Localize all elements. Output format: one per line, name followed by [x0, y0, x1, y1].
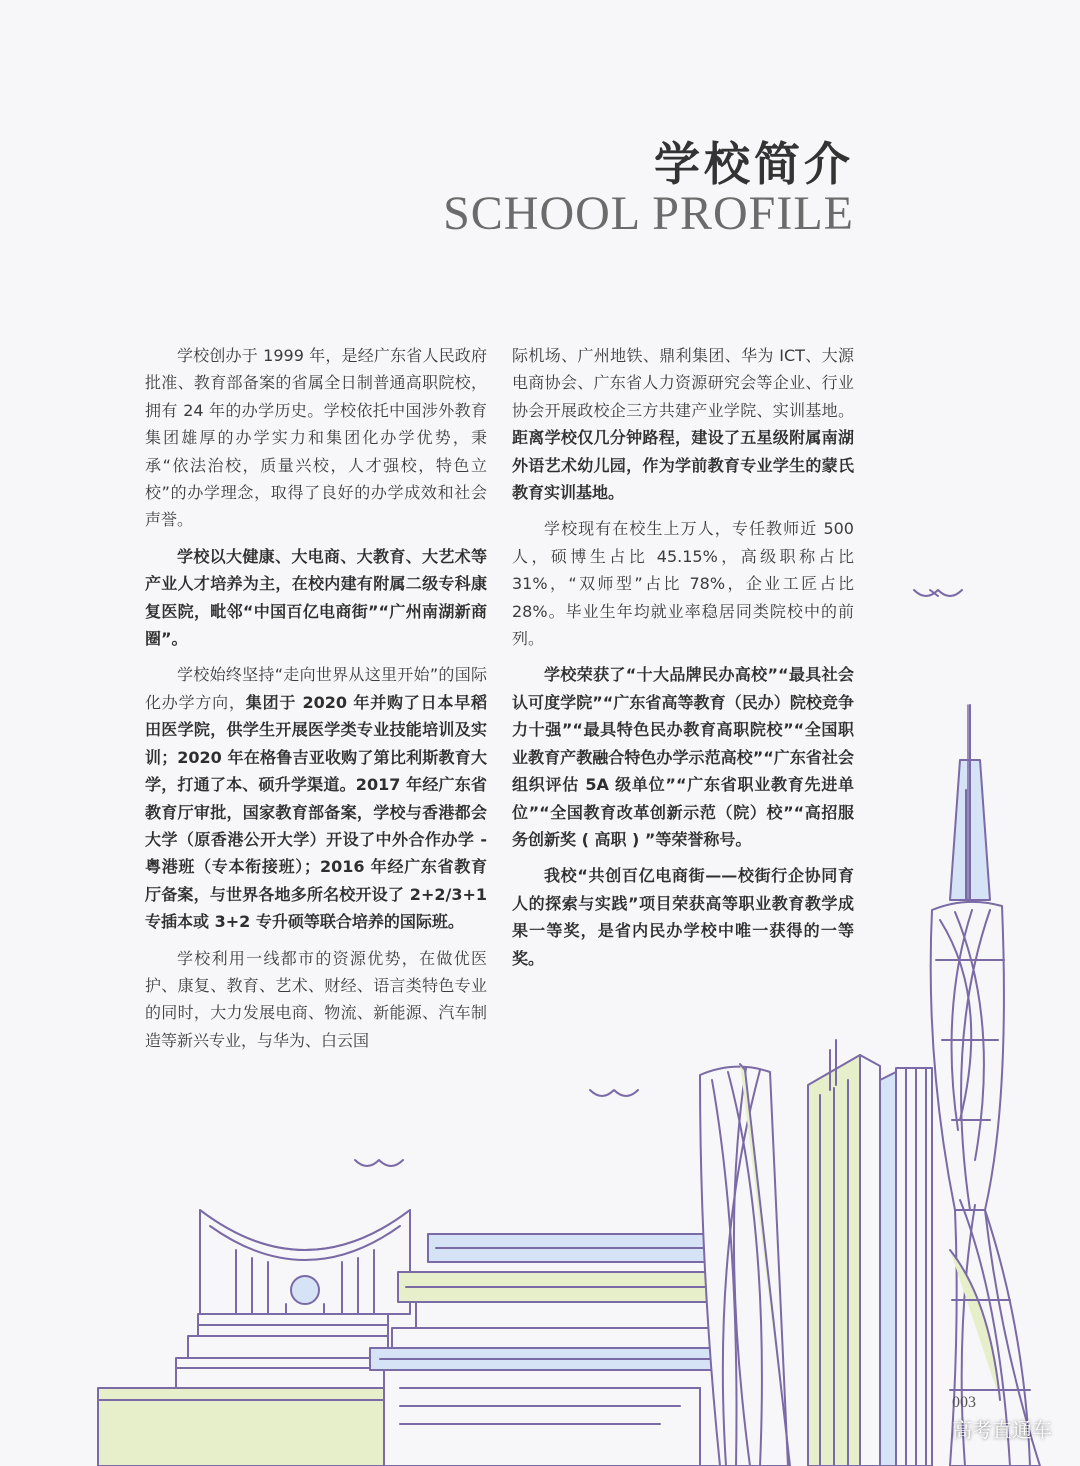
bird-icon: [590, 1090, 638, 1096]
page-title-english: SCHOOL PROFILE: [443, 187, 854, 240]
paragraph-founding: 学校创办于 1999 年，是经广东省人民政府批准、教育部备案的省属全日制普通高职院校，拥有 24 年的办学历史。学校依托中国涉外教育集团雄厚的办学实力和集团化办学优势，秉承“依法治校，质量兴校，人才强校，特色立校”的办学理念，取得了良好的办学成效和社会声誉。: [145, 346, 487, 530]
lattice-tower: [700, 1064, 790, 1466]
page-title-chinese: 学校简介: [654, 137, 854, 191]
main-skyscraper: [808, 1040, 932, 1466]
spire-tower: [950, 705, 990, 900]
paragraph-international: 学校始终坚持“走向世界从这里开始”的国际化办学方向，集团于 2020 年并购了日本早稻田医学院，供学生开展医学类专业技能培训及实训；2020 年在格鲁吉亚收购了第比利斯教育大学，打通了本、硕升学渠道。2017 年经广东省教育厅审批，国家教育部备案，学校与香港都会大学（原香港公开大学）开设了中外合作办学 - 粤港班（专本衔接班）；2016 年经广东省教育厅备案，与世界各地多所名校开设了 2+2/3+1 专插本或 3+2 专升硕等联合培养的国际班。: [145, 665, 487, 932]
paragraph-students: 学校现有在校生上万人，专任教师近 500 人，硕博生占比 45.15%，高级职称占比 31%，“双师型”占比 78%，企业工匠占比 28%。毕业生年均就业率稳居同类院校中的前列。: [512, 519, 854, 649]
paragraph-honors: 学校荣获了“十大品牌民办高校”“最具社会认可度学院”“广东省高等教育（民办）院校竞争力十强”“最具特色民办教育高职院校”“全国职业教育产教融合特色办学示范高校”“广东省社会组织评估 5A 级单位”“广东省职业教育先进单位”“全国教育改革创新示范（院）校”“高招服务创新奖 ( 高职 ) ”等荣誉称号。: [512, 665, 854, 849]
page-number: 003: [952, 1394, 976, 1411]
paragraph-resources-continued: 际机场、广州地铁、鼎利集团、华为 ICT、大源电商协会、广东省人力资源研究会等企业、行业协会开展政校企三方共建产业学院、实训基地。距离学校仅几分钟路程，建设了五星级附属南湖外语艺术幼儿园，作为学前教育专业学生的蒙氏教育实训基地。: [512, 346, 854, 503]
paragraph-award: 我校“共创百亿电商街——校街行企协同育人的探索与实践”项目荣获高等职业教育教学成果一等奖，是省内民办学校中唯一获得的一等奖。: [512, 866, 854, 968]
bird-icon: [355, 1160, 403, 1166]
watermark-text: 高考直通车: [952, 1418, 1052, 1442]
paragraph-resources: 学校利用一线都市的资源优势，在做优医护、康复、教育、艺术、财经、语言类特色专业的同时，大力发展电商、物流、新能源、汽车制造等新兴专业，与华为、白云国: [145, 948, 487, 1050]
paragraph-industries: 学校以大健康、大电商、大教育、大艺术等产业人才培养为主，在校内建有附属二级专科康复医院，毗邻“中国百亿电商街”“广州南湖新商圈”。: [145, 546, 487, 649]
bird-icon: [914, 590, 962, 596]
